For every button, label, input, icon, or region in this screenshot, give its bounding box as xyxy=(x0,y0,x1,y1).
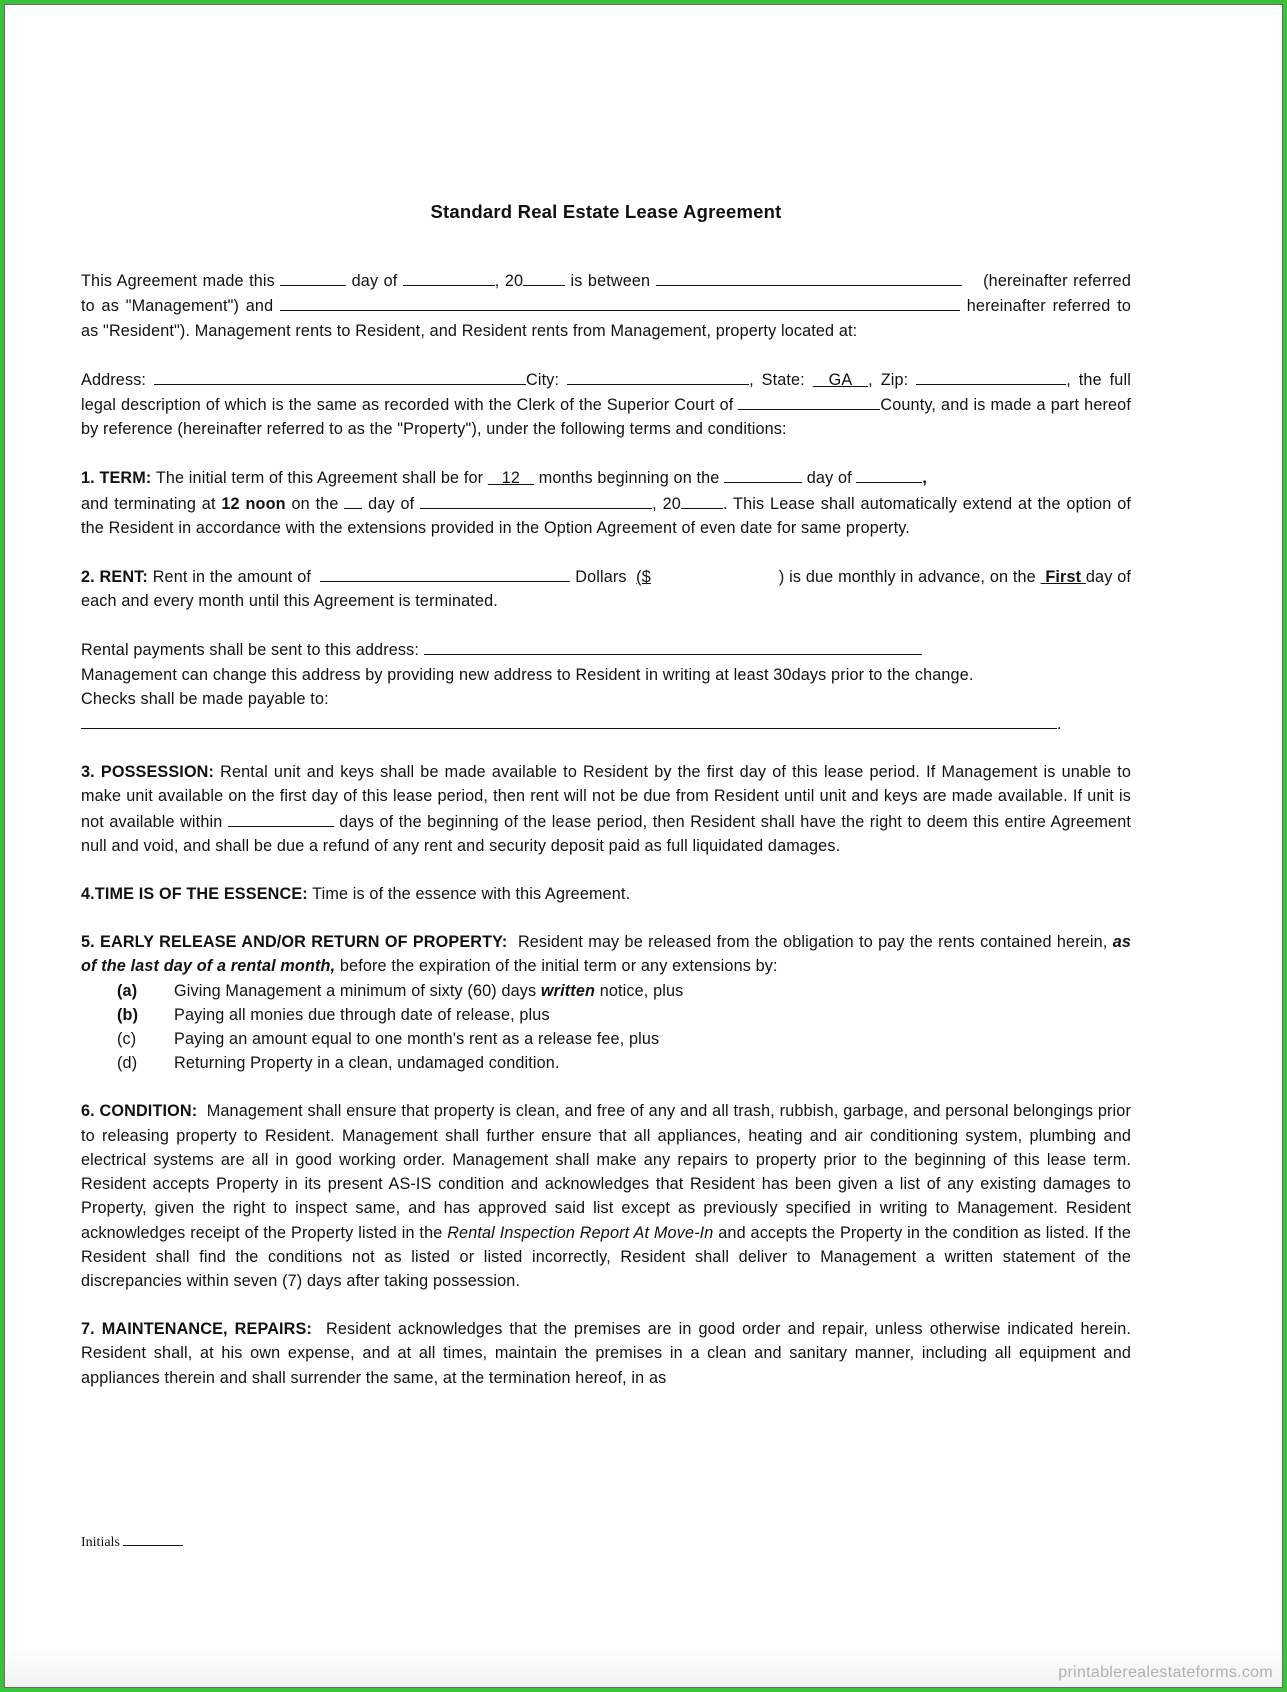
rent-text-5: day of each and every month until this Agreement is terminated. xyxy=(81,568,1131,611)
early-release-text-2: as of the last day of a rental month, xyxy=(81,933,1131,976)
possession-text-2: days of the beginning of the lease period, then Resident shall have the right to deem this entire Agreement null and void, and shall be due a refund of any rent and security deposit paid as full liquidated damages. xyxy=(81,812,1131,855)
rent-due-day[interactable] xyxy=(1041,568,1086,586)
term-text-4: , xyxy=(922,469,928,488)
list-item-mark: (a) xyxy=(117,981,138,1000)
day-blank[interactable] xyxy=(280,268,346,286)
lease-document xyxy=(81,200,1131,1390)
intro-text-6: hereinafter referred to as "Resident"). Management rents to Resident, and Resident rents from Management, property located at: xyxy=(81,297,1132,340)
state-value[interactable] xyxy=(813,371,868,389)
term-heading: 1. TERM: xyxy=(81,469,152,488)
possession-heading: 3. POSSESSION: xyxy=(81,763,215,782)
list-item xyxy=(117,1003,1131,1027)
rent-text-4: ) is due monthly in advance, on the xyxy=(778,568,1036,587)
term-text-5: and terminating at xyxy=(81,494,216,513)
term-noon: 12 noon xyxy=(221,494,286,513)
rent-text-3: ($ xyxy=(636,568,651,587)
address-text-2: and is made a part hereof by reference (hereinafter referred to as the "Property"), under the following terms and conditions: xyxy=(81,396,1131,439)
initials-label: Initials xyxy=(81,1535,120,1550)
term-months-text: 12 xyxy=(501,469,521,488)
term-start-month-blank[interactable] xyxy=(856,465,922,483)
rent-amount-blank[interactable] xyxy=(636,568,779,586)
rent-text-2: Dollars xyxy=(575,568,627,587)
list-item-text: Paying an amount equal to one month's rent as a release fee, plus xyxy=(174,1030,660,1049)
list-item xyxy=(117,979,1131,1003)
list-item-a-text-1: Giving Management a minimum of sixty (60) days xyxy=(174,981,537,1000)
watermark: printablerealestateforms.com xyxy=(1058,1664,1273,1681)
section-possession xyxy=(81,760,1131,858)
rent-text-9: . xyxy=(1057,715,1062,734)
intro-text-3: , 20 xyxy=(494,272,524,291)
resident-name-blank[interactable] xyxy=(280,293,960,311)
intro-text-5: (hereinafter referred to as "Management") and xyxy=(81,272,1131,316)
term-text-8: , 20 xyxy=(652,494,681,513)
list-item-a-emphasis: written xyxy=(540,981,596,1000)
term-end-month-blank[interactable] xyxy=(420,491,652,509)
condition-text-1: Management shall ensure that property is clean, and free of any and all trash, rubbish, garbage, and personal belongings prior to releasing property to Resident. Management shall further ensure that all appliances, heating and air conditioning system, plumbing and electrical systems are all in good working order. Management shall make any repairs to property prior to the beginning of this lease term. Resident accepts Property in its present AS-IS condition and acknowledges that Resident has been given a list of any existing damages to Property, given the right to inspect same, and has approved said list except as previously specified in writing to Management. Resident acknowledges receipt of the Property listed in the xyxy=(81,1102,1131,1242)
early-release-list xyxy=(81,979,1131,1076)
rent-text-8: Checks shall be made payable to: xyxy=(81,689,329,708)
section-term xyxy=(81,465,1131,540)
document-title: Standard Real Estate Lease Agreement xyxy=(430,201,782,222)
term-text-7: day of xyxy=(368,494,415,513)
city-blank[interactable] xyxy=(567,367,749,385)
rent-text-7: Management can change this address by providing new address to Resident in writing at least 30days prior to the change. xyxy=(81,665,974,684)
term-text-1: The initial term of this Agreement shall be for xyxy=(155,469,484,488)
month-blank[interactable] xyxy=(403,268,495,286)
address-text-1: , the full legal description of which is the same as recorded with the Clerk of the Superior Court of xyxy=(81,370,1131,415)
section-condition xyxy=(81,1099,1131,1293)
list-item-a-text-2: notice, plus xyxy=(599,981,684,1000)
section-time xyxy=(81,882,1131,906)
list-item xyxy=(117,1027,1131,1051)
intro-text-4: is between xyxy=(570,272,651,291)
time-heading: 4.TIME IS OF THE ESSENCE: xyxy=(81,885,308,904)
intro-text-2: day of xyxy=(351,272,398,291)
rent-first-text: First xyxy=(1045,568,1082,587)
state-value-text: GA xyxy=(828,370,853,389)
condition-text-2: and accepts the Property in the condition as listed. If the Resident shall find the conditions not as listed or listed incorrectly, Resident shall deliver to Management a written statement of the discrepancies within seven (7) days after taking possession. xyxy=(81,1223,1131,1290)
payment-address-blank[interactable] xyxy=(424,637,922,655)
early-release-text-3: before the expiration of the initial term or any extensions by: xyxy=(339,957,778,976)
payable-to-blank[interactable] xyxy=(81,711,1057,729)
rent-text-1: Rent in the amount of xyxy=(152,568,311,587)
term-text-6: on the xyxy=(291,494,339,513)
list-item-mark: (d) xyxy=(117,1054,138,1073)
county-blank[interactable] xyxy=(738,392,880,410)
term-end-day-blank[interactable] xyxy=(344,491,362,509)
term-text-3: day of xyxy=(806,469,852,488)
list-item xyxy=(117,1051,1131,1075)
condition-heading: 6. CONDITION: xyxy=(81,1102,198,1121)
zip-label: , Zip: xyxy=(868,370,909,389)
zip-blank[interactable] xyxy=(916,367,1066,385)
section-rent xyxy=(81,564,1131,613)
year-blank[interactable] xyxy=(523,268,565,286)
rent-payment-paragraph xyxy=(81,637,1131,736)
possession-days-blank[interactable] xyxy=(228,809,334,827)
section-maintenance xyxy=(81,1317,1131,1390)
address-label: Address: xyxy=(81,370,147,389)
term-start-day-blank[interactable] xyxy=(724,465,802,483)
rent-text-6: Rental payments shall be sent to this address: xyxy=(81,641,420,660)
state-label: , State: xyxy=(749,370,805,389)
maintenance-text-1: Resident acknowledges that the premises are in good order and repair, unless otherwise indicated herein. Resident shall, at his own expense, and at all times, maintain the premises in a clean and sanitary manner, including all equipment and appliances therein and shall surrender the same, at the termination hereof, in as xyxy=(81,1320,1132,1387)
term-months-value[interactable] xyxy=(488,469,534,487)
list-item-text: Paying all monies due through date of release, plus xyxy=(174,1005,550,1024)
term-text-9: . This Lease shall automatically extend at the option of the Resident in accordance with the extensions provided in the Option Agreement of even date for same property. xyxy=(81,494,1132,537)
list-item-mark: (c) xyxy=(117,1030,137,1049)
management-name-blank[interactable] xyxy=(656,268,962,286)
address-blank[interactable] xyxy=(154,367,526,385)
initials-line xyxy=(81,1532,183,1551)
maintenance-heading: 7. MAINTENANCE, REPAIRS: xyxy=(81,1320,313,1339)
intro-text-1: This Agreement made this xyxy=(81,272,275,291)
section-early-release xyxy=(81,930,1131,978)
early-release-text-1: Resident may be released from the obligation to pay the rents contained herein, xyxy=(517,933,1108,952)
term-end-year-blank[interactable] xyxy=(681,491,723,509)
intro-paragraph xyxy=(81,268,1131,343)
city-label: City: xyxy=(526,370,560,389)
list-item-text xyxy=(174,979,683,1003)
list-item-text: Returning Property in a clean, undamaged condition. xyxy=(174,1054,560,1073)
initials-blank[interactable] xyxy=(123,1532,183,1546)
county-label: County, xyxy=(880,396,937,415)
address-paragraph xyxy=(81,367,1131,442)
list-item-mark: (b) xyxy=(117,1005,139,1024)
condition-report-title: Rental Inspection Report At Move-In xyxy=(447,1223,714,1242)
possession-text-1: Rental unit and keys shall be made available to Resident by the first day of this lease period. If Management is unable to make unit available on the first day of this lease period, then rent will not be due from Resident until unit and keys are made available. If unit is not available within xyxy=(81,763,1131,831)
rent-heading: 2. RENT: xyxy=(81,568,148,587)
early-release-heading: 5. EARLY RELEASE AND/OR RETURN OF PROPERTY: xyxy=(81,933,508,952)
time-text-1: Time is of the essence with this Agreement. xyxy=(312,885,631,904)
rent-words-blank[interactable] xyxy=(320,564,570,582)
term-text-2: months beginning on the xyxy=(538,469,720,488)
